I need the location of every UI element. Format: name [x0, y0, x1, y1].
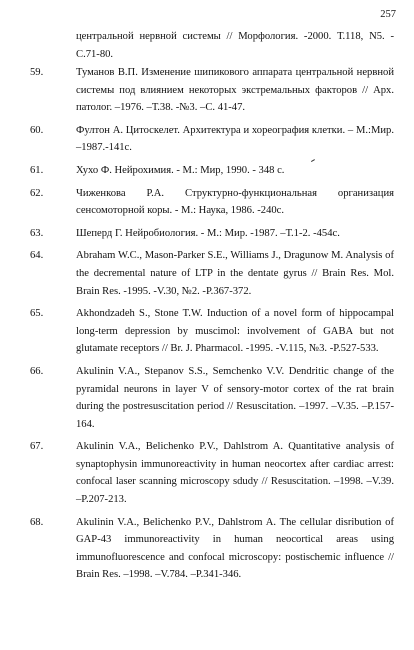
reference-list	[0, 64, 414, 589]
reference-number: 60.	[30, 124, 44, 136]
reference-text: Шеперд Г. Нейробиология. - М.: Мир. -1987. –Т.1-2. -454с.	[76, 227, 340, 239]
reference-text: Туманов В.П. Изменение шипикового аппарата центральной нервной системы под влиянием некоторых экстремальных факторов // Арх. патолог. –1976. –Т.38. -№3. –С. 41-47.	[76, 67, 394, 114]
reference-text: Фултон А. Цитоскелет. Архитектура и хореография клетки. – М.:Мир. –1987.-141с.	[76, 124, 394, 154]
reference-text: Чиженкова Р.А. Структурно-функциональная организация сенсомоторной коры. - М.: Наука, 1986. -240с.	[76, 187, 394, 217]
reference-item	[0, 514, 414, 584]
reference-continuation: центральной нервной системы // Морфология. -2000. Т.118, N5. - С.71-80.	[76, 31, 394, 60]
reference-number: 65.	[30, 308, 44, 320]
reference-number: 62.	[30, 187, 44, 199]
reference-text: Хухо Ф. Нейрохимия. - М.: Мир, 1990. - 348 с.	[76, 164, 285, 176]
reference-item	[0, 122, 414, 157]
reference-item	[0, 225, 414, 243]
reference-item	[0, 305, 414, 358]
reference-number: 61.	[30, 164, 44, 176]
reference-item	[0, 363, 414, 433]
page-number: 257	[380, 9, 396, 20]
reference-item	[0, 185, 414, 220]
reference-text: Akulinin V.A., Belichenko P.V., Dahlstrom A. The cellular disribution of GAP-43 immunoreactivity in human neocortical areas using immunofluorescence and confocal microscopy: postischemic influence // Brain Res. –1998. –V.784. –P.341-346.	[76, 516, 394, 581]
reference-number: 63.	[30, 227, 44, 239]
reference-text: Abraham W.C., Mason-Parker S.E., Williams J., Dragunow M. Analysis of the decremental nature of LTP in the dentate gyrus // Brain Res. Mol. Brain Res. -1995. -V.30, №2. -P.367-372.	[76, 250, 394, 297]
reference-number: 67.	[30, 441, 44, 453]
reference-number: 68.	[30, 516, 44, 528]
reference-number: 66.	[30, 365, 44, 377]
reference-item	[0, 438, 414, 508]
reference-item	[0, 162, 414, 180]
reference-number: 59.	[30, 67, 44, 78]
reference-text: Akhondzadeh S., Stone T.W. Induction of a novel form of hippocampal long-term depression by muscimol: involvement of GABA but not glutamate receptors // Br. J. Pharmacol. -1995. -V.115, №3. -P.527-533.	[76, 308, 394, 355]
reference-text: Akulinin V.A., Belichenko P.V., Dahlstrom A. Quantitative analysis of synaptophysin immunoreactivity in human neocortex after cardiac arrest: confocal laser scanning microscopy sdudy // Resuscitation. –1998. –V.39. –P.207-213.	[76, 441, 394, 506]
reference-number: 64.	[30, 250, 44, 262]
reference-item	[0, 247, 414, 300]
reference-text: Akulinin V.A., Stepanov S.S., Semchenko V.V. Dendritic change of the pyramidal neurons in layer V of sensory-motor cortex of the rat brain during the postresuscitation period // Resuscitation. –1997. –V.35. –P.157-164.	[76, 365, 394, 430]
reference-item	[0, 64, 414, 117]
